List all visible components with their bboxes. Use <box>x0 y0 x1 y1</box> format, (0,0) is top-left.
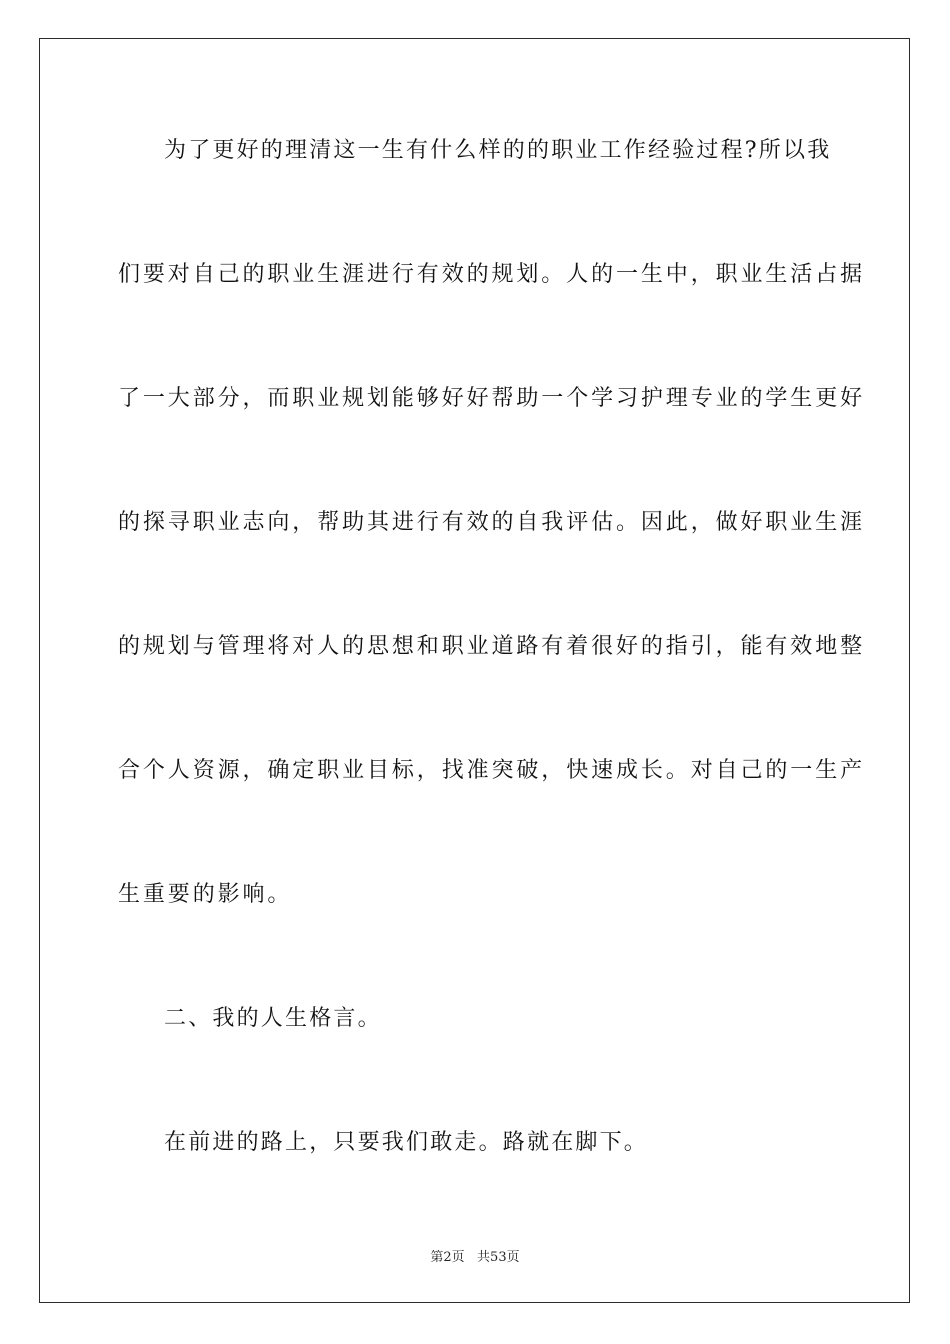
paragraph-line-1: 为了更好的理清这一生有什么样的的职业工作经验过程?所以我 <box>164 138 832 163</box>
section-heading: 二、我的人生格言。 <box>164 1006 382 1031</box>
paragraph-line-7: 生重要的影响。 <box>118 882 293 907</box>
paragraph-line-2: 们要对自己的职业生涯进行有效的规划。人的一生中，职业生活占据 <box>118 262 866 287</box>
page-number-footer: 第2页 共53页 <box>430 1250 520 1265</box>
page-border <box>39 38 910 1303</box>
paragraph-line-4: 的探寻职业志向，帮助其进行有效的自我评估。因此，做好职业生涯 <box>118 510 866 535</box>
paragraph-line-5: 的规划与管理将对人的思想和职业道路有着很好的指引，能有效地整 <box>118 634 866 659</box>
motto-line: 在前进的路上，只要我们敢走。路就在脚下。 <box>164 1130 649 1155</box>
paragraph-line-6: 合个人资源，确定职业目标，找准突破，快速成长。对自己的一生产 <box>118 758 866 783</box>
paragraph-line-3: 了一大部分，而职业规划能够好好帮助一个学习护理专业的学生更好 <box>118 386 866 411</box>
